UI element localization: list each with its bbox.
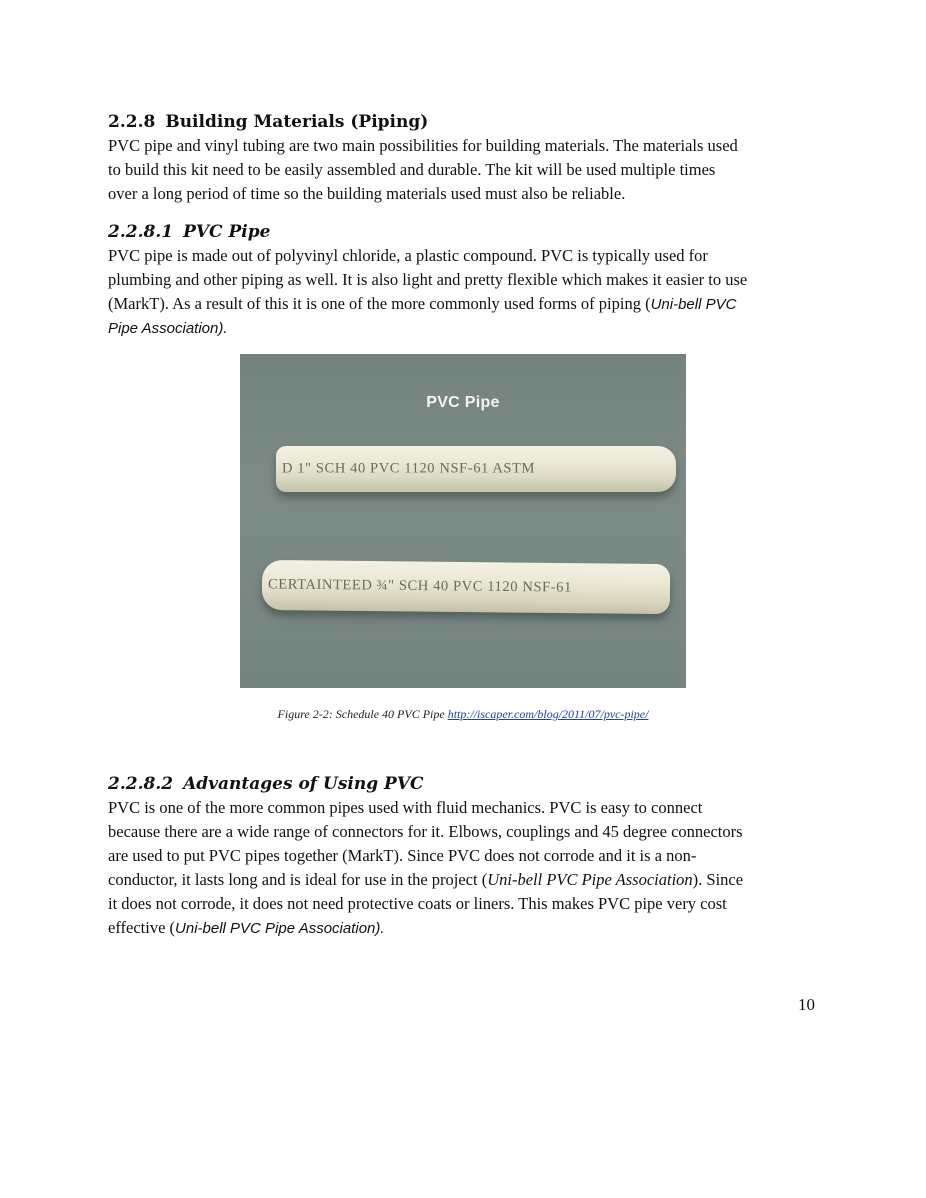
heading-2-2-8 — [108, 112, 428, 132]
figure-caption — [0, 707, 926, 722]
heading-number: 2.2.8.2 — [108, 774, 174, 794]
pipe-one-marking: D 1" SCH 40 PVC 1120 NSF-61 ASTM — [282, 460, 536, 477]
text-run: conductor, it lasts long and is ideal for use in the project ( — [108, 870, 488, 889]
photo-title: PVC Pipe — [426, 394, 500, 411]
text-run: effective ( — [108, 918, 176, 937]
caption-link[interactable]: http://iscaper.com/blog/2011/07/pvc-pipe/ — [447, 707, 649, 721]
heading-title: Building Materials (Piping) — [165, 112, 429, 132]
citation: Uni-bell PVC Pipe Association). — [175, 920, 385, 937]
pipe-one — [276, 446, 676, 492]
text-line — [108, 868, 828, 892]
pipe-two-marking: CERTAINTEED ¾" SCH 40 PVC 1120 NSF-61 — [267, 576, 572, 596]
text-line: it does not corrode, it does not need protective coats or liners. This makes PVC pipe very cost — [108, 894, 727, 913]
heading-title: PVC Pipe — [183, 222, 271, 242]
pipe-two — [262, 560, 671, 614]
heading-number: 2.2.8 — [108, 112, 156, 132]
text-line: over a long period of time so the building materials used must also be reliable. — [108, 184, 626, 203]
text-run: (MarkT). As a result of this it is one of the more commonly used forms of piping ( — [108, 294, 651, 313]
citation: Uni-bell PVC Pipe Association — [487, 870, 693, 889]
heading-2-2-8-2 — [108, 774, 424, 794]
text-run: ). Since — [692, 870, 744, 889]
pvc-pipe-photo — [240, 354, 686, 688]
paragraph-pvc-pipe — [108, 244, 828, 341]
text-line: PVC pipe and vinyl tubing are two main possibilities for building materials. The materials used — [108, 136, 738, 155]
caption-text: Figure 2-2: Schedule 40 PVC Pipe — [277, 707, 448, 721]
text-line — [108, 916, 828, 941]
text-line: are used to put PVC pipes together (MarkT). Since PVC does not corrode and it is a non- — [108, 846, 697, 865]
citation: Uni-bell PVC — [650, 296, 737, 313]
citation: Pipe Association). — [108, 320, 228, 337]
text-line — [108, 292, 828, 317]
text-line: plumbing and other piping as well. It is also light and pretty flexible which makes it easier to use — [108, 270, 748, 289]
heading-number: 2.2.8.1 — [108, 222, 174, 242]
heading-2-2-8-1 — [108, 222, 270, 242]
page-number: 10 — [798, 995, 815, 1014]
text-line: because there are a wide range of connectors for it. Elbows, couplings and 45 degree connectors — [108, 822, 743, 841]
text-line: PVC pipe is made out of polyvinyl chloride, a plastic compound. PVC is typically used for — [108, 246, 708, 265]
text-line: to build this kit need to be easily assembled and durable. The kit will be used multiple times — [108, 160, 716, 179]
paragraph-advantages-pvc — [108, 796, 828, 941]
text-line: PVC is one of the more common pipes used with fluid mechanics. PVC is easy to connect — [108, 798, 703, 817]
paragraph-building-materials — [108, 134, 828, 206]
heading-title: Advantages of Using PVC — [183, 774, 424, 794]
